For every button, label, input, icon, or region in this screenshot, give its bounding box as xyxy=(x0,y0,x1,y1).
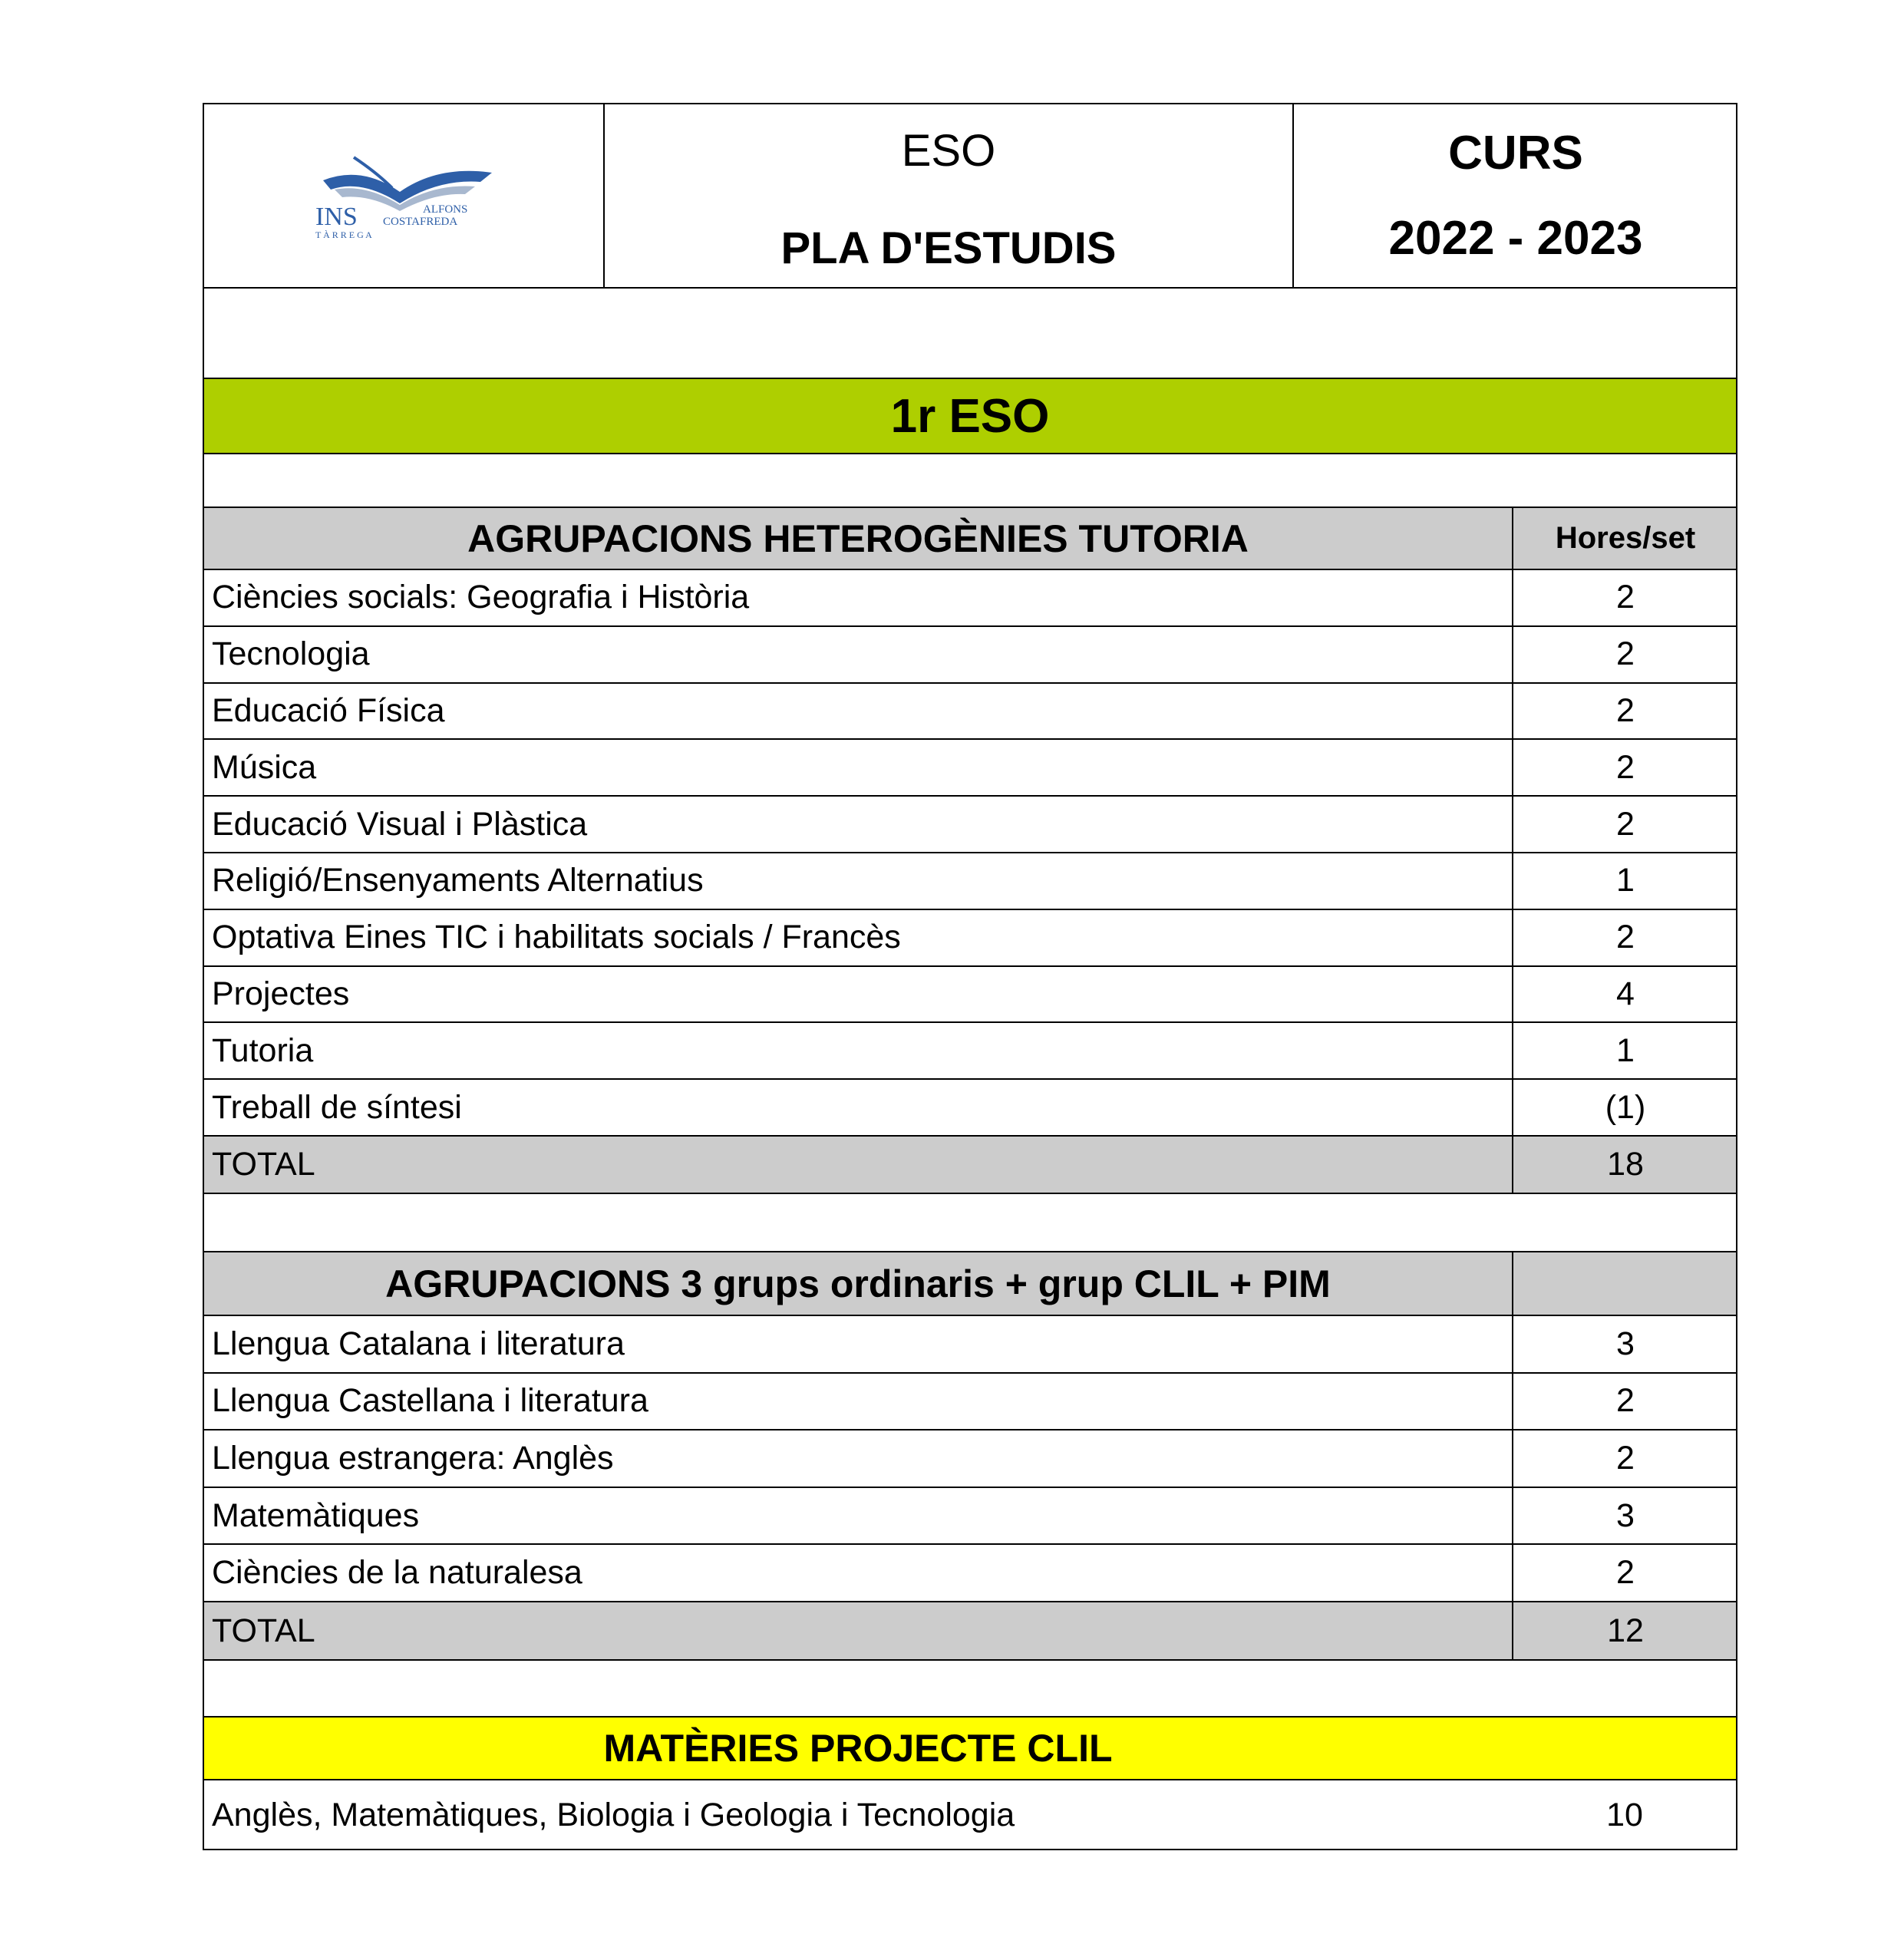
hours-cell: 3 xyxy=(1512,1488,1737,1544)
hours-cell: (1) xyxy=(1512,1080,1737,1135)
hours-cell: 2 xyxy=(1512,910,1737,965)
subject-cell: Música xyxy=(212,748,317,786)
table-row xyxy=(204,570,1736,627)
logo-cell xyxy=(204,104,605,287)
section2-title: AGRUPACIONS 3 grups ordinaris + grup CLIL + PIM xyxy=(385,1262,1331,1305)
hours-cell: 2 xyxy=(1512,1545,1737,1601)
table-row xyxy=(204,740,1736,797)
table-row xyxy=(204,1374,1736,1431)
subject-cell: Projectes xyxy=(212,975,350,1012)
spacer-row xyxy=(204,289,1736,379)
section2-total-row xyxy=(204,1602,1736,1661)
subject-cell: Matemàtiques xyxy=(212,1496,420,1534)
subject-cell: Optativa Eines TIC i habilitats socials / Francès xyxy=(212,919,901,956)
table-row xyxy=(204,1430,1736,1488)
document-title: PLA D'ESTUDIS xyxy=(780,223,1117,273)
level-title: 1r ESO xyxy=(890,389,1050,443)
total-label: TOTAL xyxy=(212,1146,315,1183)
hours-cell: 1 xyxy=(1512,1023,1737,1078)
spacer-row xyxy=(204,1194,1736,1252)
year-cell xyxy=(1294,104,1737,287)
hours-cell: 2 xyxy=(1512,684,1737,739)
subject-cell: Ciències de la naturalesa xyxy=(212,1554,582,1592)
total-hours: 12 xyxy=(1512,1602,1737,1659)
section3-header xyxy=(204,1718,1736,1780)
section1-total-row xyxy=(204,1137,1736,1194)
subject-cell: Educació Física xyxy=(212,691,445,729)
open-book-icon xyxy=(308,150,500,242)
logo-ins-text: INS xyxy=(315,203,358,231)
table-row xyxy=(204,627,1736,684)
logo-line1-text: ALFONS xyxy=(423,203,468,216)
subject-cell: Anglès, Matemàtiques, Biologia i Geologia i Tecnologia xyxy=(212,1797,1015,1833)
hours-column-header: Hores/set xyxy=(1512,508,1737,569)
hours-cell: 10 xyxy=(1606,1797,1643,1833)
hours-cell: 2 xyxy=(1512,797,1737,852)
total-label: TOTAL xyxy=(212,1612,315,1649)
study-plan-sheet xyxy=(203,103,1737,1850)
table-row xyxy=(204,684,1736,741)
subject-cell: Treball de síntesi xyxy=(212,1088,462,1126)
hours-cell: 2 xyxy=(1512,1430,1737,1487)
hours-cell: 2 xyxy=(1512,1374,1737,1430)
section3-title: MATÈRIES PROJECTE CLIL xyxy=(603,1727,1113,1770)
table-row xyxy=(204,853,1736,910)
hours-cell: 1 xyxy=(1512,853,1737,909)
subject-cell: Educació Visual i Plàstica xyxy=(212,805,588,843)
school-year: 2022 - 2023 xyxy=(1388,212,1643,265)
table-row xyxy=(204,1545,1736,1602)
hours-cell: 2 xyxy=(1512,740,1737,795)
section1-title: AGRUPACIONS HETEROGÈNIES TUTORIA xyxy=(467,516,1249,560)
table-row xyxy=(204,1488,1736,1546)
spacer-row xyxy=(204,1661,1736,1718)
subject-cell: Llengua Catalana i literatura xyxy=(212,1325,625,1362)
logo-line2-text: COSTAFREDA xyxy=(383,216,458,228)
subject-cell: Llengua estrangera: Anglès xyxy=(212,1439,614,1477)
subject-cell: Tecnologia xyxy=(212,635,370,673)
title-cell xyxy=(605,104,1294,287)
table-row xyxy=(204,797,1736,853)
table-row xyxy=(204,910,1736,967)
section1-header xyxy=(204,508,1736,570)
hours-cell: 2 xyxy=(1512,627,1737,682)
school-logo xyxy=(308,150,500,242)
spacer-row xyxy=(204,454,1736,508)
subject-cell: Religió/Ensenyaments Alternatius xyxy=(212,862,704,899)
table-row xyxy=(204,967,1736,1024)
header-row xyxy=(204,104,1736,289)
hours-cell: 2 xyxy=(1512,570,1737,625)
curs-label: CURS xyxy=(1448,127,1583,180)
table-row xyxy=(204,1316,1736,1374)
table-row xyxy=(204,1023,1736,1080)
subject-cell: Ciències socials: Geografia i Història xyxy=(212,579,750,616)
total-hours: 18 xyxy=(1512,1137,1737,1193)
table-row xyxy=(204,1080,1736,1137)
stage-label: ESO xyxy=(901,126,996,176)
table-row xyxy=(204,1780,1736,1850)
subject-cell: Tutoria xyxy=(212,1031,314,1069)
hours-cell: 4 xyxy=(1512,967,1737,1022)
level-bar xyxy=(204,379,1736,454)
hours-cell: 3 xyxy=(1512,1316,1737,1372)
subject-cell: Llengua Castellana i literatura xyxy=(212,1382,648,1420)
logo-line3-text: T À R R E G A xyxy=(315,229,372,240)
section2-hours-header xyxy=(1512,1252,1737,1315)
section2-header xyxy=(204,1252,1736,1316)
